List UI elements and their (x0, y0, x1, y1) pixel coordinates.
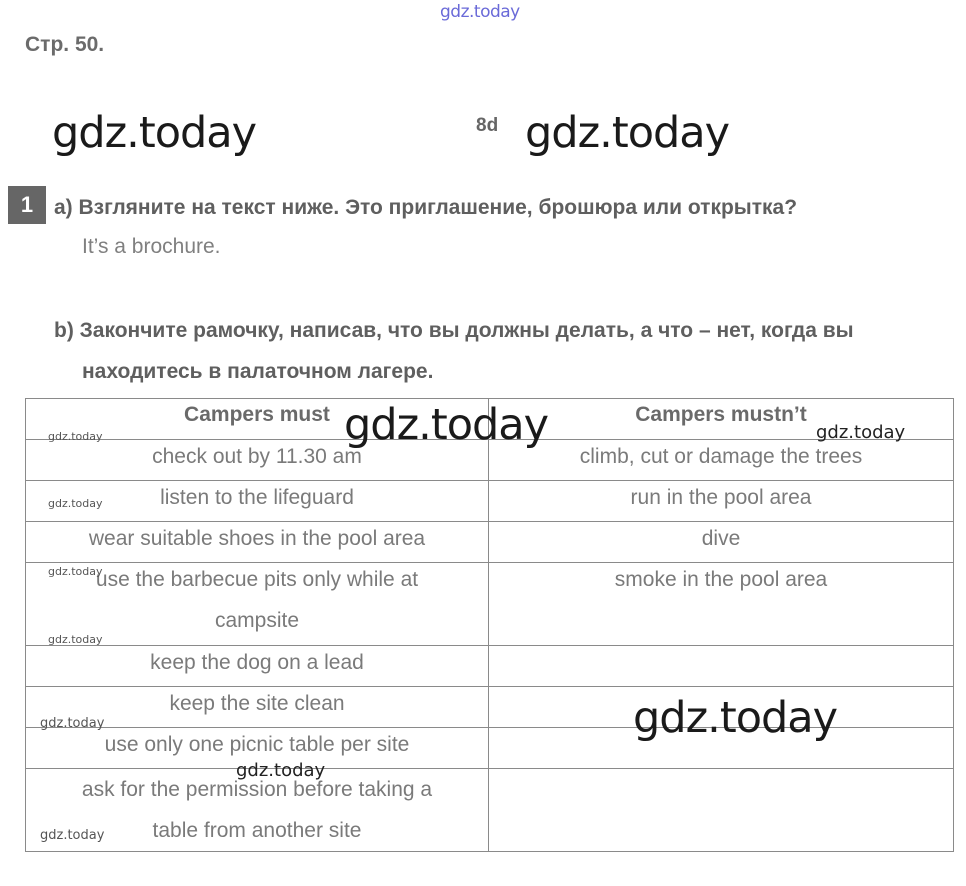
watermark-large-left: gdz.today (52, 108, 257, 158)
watermark-table-center: gdz.today (344, 400, 549, 450)
table-row (26, 769, 954, 852)
table-row (26, 522, 954, 563)
table-row (26, 481, 954, 522)
cell-must: check out by 11.30 am (26, 440, 489, 481)
section-label: 8d (476, 115, 499, 136)
table-row (26, 646, 954, 687)
task-b-line-2: находитесь в палаточном лагере. (82, 360, 434, 383)
watermark-row-mid: gdz.today (236, 760, 326, 781)
cell-mustnt: run in the pool area (489, 481, 954, 522)
task-a-question: a) Взгляните на текст ниже. Это приглашение, брошюра или открытка? (54, 196, 798, 219)
watermark-large-right: gdz.today (525, 108, 730, 158)
task-a-answer: It’s a brochure. (82, 235, 221, 258)
cell-mustnt: climb, cut or damage the trees (489, 440, 954, 481)
watermark-small: gdz.today (48, 565, 103, 578)
watermark-table-right: gdz.today (633, 693, 838, 743)
watermark-small: gdz.today (48, 430, 103, 443)
watermark-small: gdz.today (48, 633, 103, 646)
task-b-line-1: b) Закончите рамочку, написав, что вы должны делать, а что – нет, когда вы (54, 319, 854, 342)
table-row (26, 563, 954, 646)
watermark-header-right: gdz.today (816, 422, 906, 443)
cell-must: ask for the permission before taking a table from another site (26, 769, 489, 852)
cell-mustnt (489, 646, 954, 687)
watermark-small: gdz.today (40, 828, 105, 843)
cell-mustnt (489, 769, 954, 852)
watermark-small: gdz.today (40, 716, 105, 731)
cell-mustnt: smoke in the pool area (489, 563, 954, 646)
header-must: Campers must (26, 399, 489, 440)
cell-mustnt: dive (489, 522, 954, 563)
page-number: Стр. 50. (25, 33, 105, 56)
campers-rules-table (25, 398, 954, 852)
cell-must: wear suitable shoes in the pool area (26, 522, 489, 563)
cell-must: keep the site clean (26, 687, 489, 728)
watermark-top: gdz.today (440, 2, 520, 22)
cell-must: listen to the lifeguard (26, 481, 489, 522)
cell-must: use the barbecue pits only while at campsite (26, 563, 489, 646)
cell-must: keep the dog on a lead (26, 646, 489, 687)
cell-must: use only one picnic table per site (26, 728, 489, 769)
watermark-small: gdz.today (48, 497, 103, 510)
header-mustnt: Campers mustn’t (489, 399, 954, 440)
exercise-number-badge: 1 (8, 186, 46, 224)
